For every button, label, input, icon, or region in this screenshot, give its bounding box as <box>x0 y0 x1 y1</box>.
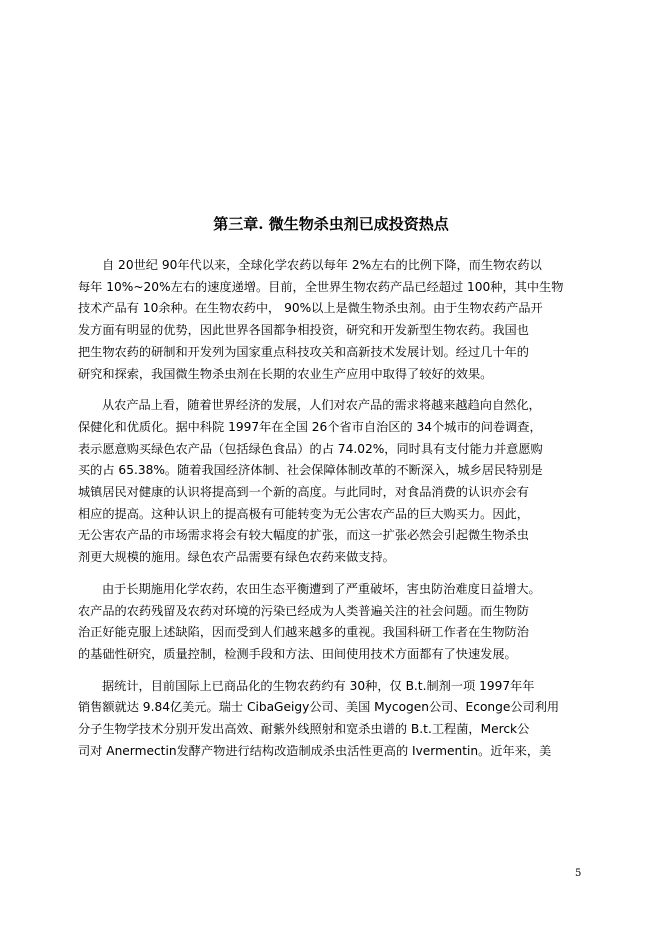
text-line: 销售额就达 9.84亿美元。瑞士 CibaGeigy公司、美国 Mycogen公司、Econge公司利用 <box>78 700 560 715</box>
text-line: 司对 Anermectin发酵产物进行结构改造制成杀虫活性更高的 Ivermentin。近年来，美 <box>78 743 552 758</box>
text-line: 据统计，目前国际上已商品化的生物农药约有 30种，仅 B.t.制剂一项 1997年年 <box>102 678 535 693</box>
text-line: 分子生物学技术分别开发出高效、耐紫外线照射和宽杀虫谱的 B.t.工程菌，Merck公 <box>78 722 530 737</box>
text-line: 把生物农药的研制和开发列为国家重点科技攻关和高新技术发展计划。经过几十年的 <box>78 344 529 359</box>
text-line: 买的占 65.38%。随着我国经济体制、社会保障体制改革的不断深入，城乡居民特别是 <box>78 463 543 478</box>
text-line: 发方面有明显的优势，因此世界各国都争相投资，研究和开发新型生物农药。我国也 <box>78 323 529 338</box>
text-line: 剂更大规模的施用。绿色农产品需要有绿色农药来做支持。 <box>78 550 395 565</box>
text-line: 城镇居民对健康的认识将提高到一个新的高度。与此同时，对食品消费的认识亦会有 <box>78 485 529 500</box>
text-line: 技术产品有 10余种。在生物农药中， 90%以上是微生物杀虫剂。由于生物农药产品开 <box>78 301 543 316</box>
text-line: 无公害农产品的市场需求将会有较大幅度的扩张，而这一扩张必然会引起微生物杀虫 <box>78 528 529 543</box>
chapter-title: 第三章. 微生物杀虫剂已成投资热点 <box>213 215 449 233</box>
text-line: 治正好能克服上述缺陷，因而受到人们越来越多的重视。我国科研工作者在生物防治 <box>78 625 529 640</box>
text-line: 保健化和优质化。据中科院 1997年在全国 26个省市自治区的 34个城市的问卷调查， <box>78 419 542 434</box>
text-line: 表示愿意购买绿色农产品（包括绿色食品）的占 74.02%，同时具有支付能力并意愿购 <box>78 441 543 456</box>
text-line: 由于长期施用化学农药，农田生态平衡遭到了严重破坏，害虫防治难度日益增大。 <box>102 581 541 596</box>
paragraph <box>78 579 598 666</box>
text-line: 农产品的农药残留及农药对环境的污染已经成为人类普遍关注的社会问题。而生物防 <box>78 603 529 618</box>
text-line: 相应的提高。这种认识上的提高极有可能转变为无公害农产品的巨大购买力。因此， <box>78 506 529 521</box>
text-line: 研究和探索，我国微生物杀虫剂在长期的农业生产应用中取得了较好的效果。 <box>78 366 493 381</box>
text-line: 的基础性研究，质量控制，检测手段和方法、田间使用技术方面都有了快速发展。 <box>78 646 517 661</box>
page-number: 5 <box>575 868 582 879</box>
text-line: 每年 10%~20%左右的速度递增。目前，全世界生物农药产品已经超过 100种，其中生物 <box>78 279 564 294</box>
paragraph <box>78 676 598 763</box>
paragraph <box>78 395 598 569</box>
body-text <box>78 255 598 772</box>
text-line: 从农产品上看，随着世界经济的发展，人们对农产品的需求将越来越趋向自然化， <box>102 398 541 413</box>
paragraph <box>78 255 598 385</box>
text-line: 自 20世纪 90年代以来，全球化学农药以每年 2%左右的比例下降，而生物农药以 <box>102 258 542 272</box>
